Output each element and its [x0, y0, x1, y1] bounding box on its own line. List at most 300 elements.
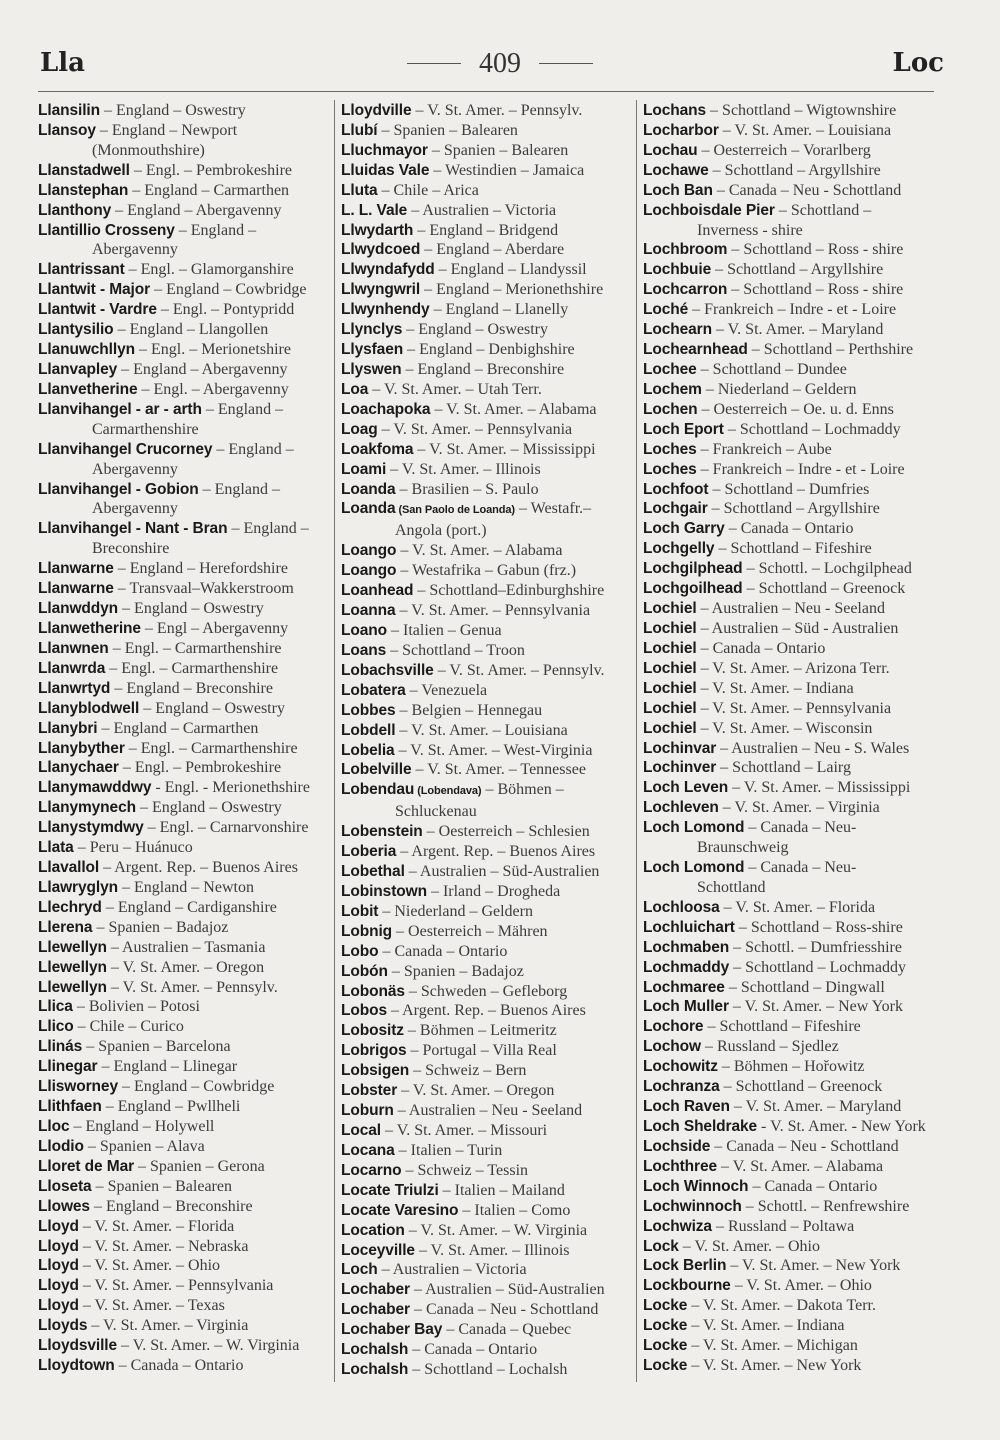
place-location: – England – — [212, 440, 294, 458]
place-location: – Australien – Victoria — [377, 1261, 527, 1279]
place-location: – Australien – Neu - Seeland — [393, 1102, 583, 1120]
place-name: Llantwit - Vardre — [38, 301, 157, 319]
place-name: Lobit — [341, 902, 379, 920]
place-location: – Australien – Süd - Australien — [696, 619, 899, 637]
place-location: - V. St. Amer. - New York — [757, 1118, 926, 1136]
place-name: Lloyd — [38, 1257, 79, 1275]
gazetteer-entry — [643, 340, 943, 360]
place-location: – England – — [201, 400, 284, 418]
gazetteer-entry — [341, 121, 641, 141]
gazetteer-entry — [341, 1260, 641, 1280]
place-name: Lochiel — [643, 659, 697, 677]
place-location: – Frankreich – Indre - et - Loire — [688, 301, 897, 319]
gazetteer-entry — [643, 619, 943, 639]
place-location: – Canada – Neu - Schottland — [712, 181, 902, 199]
place-name: Lluidas Vale — [341, 161, 430, 179]
place-location: – Schottland–Edinburghshire — [413, 582, 605, 600]
gazetteer-entry — [38, 1316, 338, 1336]
gazetteer-entry — [38, 559, 338, 579]
gazetteer-entry — [38, 380, 338, 400]
gazetteer-entry — [38, 519, 338, 559]
place-location: – Schottland – Dumfries — [708, 480, 870, 498]
place-location: – Schottland – Greenock — [719, 1078, 883, 1096]
header-divider — [38, 91, 934, 92]
gazetteer-entry — [341, 822, 641, 842]
gazetteer-column-1 — [38, 101, 338, 1376]
place-location: – V. St. Amer. – Nebraska — [78, 1237, 249, 1255]
place-name: Lobos — [341, 1002, 387, 1020]
gazetteer-entry — [643, 161, 943, 181]
place-location: – Irland – Drogheda — [426, 882, 561, 900]
place-name: Lobo — [341, 942, 379, 960]
place-name: Locke — [643, 1337, 688, 1355]
place-name: Locke — [643, 1317, 688, 1335]
place-location: – V. St. Amer. – Dakota Terr. — [687, 1297, 876, 1315]
gazetteer-entry — [38, 1197, 338, 1217]
place-location: – Engl. – Abergavenny — [137, 380, 289, 398]
place-location: – England – Cowbridge — [117, 1078, 275, 1096]
place-location: – V. St. Amer. – Arizona Terr. — [696, 659, 890, 677]
place-location: – V. St. Amer. – Virginia — [87, 1317, 249, 1335]
place-location: – Canada – Ontario — [378, 942, 508, 960]
gazetteer-entry — [643, 201, 943, 241]
place-name: Locke — [643, 1297, 688, 1315]
place-location: – Schottland – Dundee — [696, 360, 847, 378]
place-name: Loches — [643, 460, 697, 478]
place-location: – Canada – Neu- — [744, 819, 857, 837]
gazetteer-entry — [341, 320, 641, 340]
place-location: – Portugal – Villa Real — [406, 1042, 557, 1060]
place-location: – Schottland – Lairg — [716, 759, 851, 777]
page-header — [0, 0, 1000, 100]
place-name: Llica — [38, 998, 73, 1016]
place-location: – England – Breconshire — [110, 679, 273, 697]
place-alt-name: (San Paolo de Loanda) — [395, 504, 515, 517]
place-name: Llwyngwril — [341, 281, 421, 299]
place-location: – Oesterreich – Schlesien — [422, 823, 590, 841]
place-name: Lobinstown — [341, 882, 427, 900]
place-location: – Oesterreich – Oe. u. d. Enns — [697, 400, 894, 418]
gazetteer-entry — [643, 400, 943, 420]
place-location: – Engl. – Pembrokeshire — [129, 161, 293, 179]
place-location: – England – Bridgend — [413, 221, 559, 239]
place-name: Lloydville — [341, 102, 412, 119]
gazetteer-entry — [643, 758, 943, 778]
place-location: – Engl. – Carmarthenshire — [105, 659, 279, 677]
place-name: Lock — [643, 1237, 679, 1255]
place-name: Lobrigos — [341, 1042, 407, 1060]
gazetteer-entry — [341, 601, 641, 621]
gazetteer-entry — [643, 898, 943, 918]
place-location: – Schottland – Greenock — [742, 580, 906, 598]
gazetteer-entry — [643, 918, 943, 938]
place-name: Llanybyther — [38, 739, 125, 757]
gazetteer-entry — [341, 541, 641, 561]
place-location-continued: Schluckenau — [395, 803, 477, 821]
place-name: Llantrissant — [38, 261, 125, 279]
place-name: Lochaber — [341, 1301, 410, 1319]
place-location: – England – Abergavenny — [111, 201, 282, 219]
place-location: – England – Denbighshire — [403, 341, 575, 359]
place-name: Llewellyn — [38, 958, 107, 976]
place-name: Llanuwchllyn — [38, 341, 135, 359]
place-location: – Schottland – Ross - shire — [727, 281, 904, 299]
gazetteer-entry — [341, 201, 641, 221]
place-name: Llewellyn — [38, 978, 107, 996]
place-location: – England – — [198, 480, 280, 498]
place-location: – V. St. Amer. – Maryland — [711, 321, 884, 339]
place-name: Lochfoot — [643, 480, 709, 498]
place-name: Lochgoilhead — [643, 580, 743, 598]
gazetteer-entry — [341, 1121, 641, 1141]
gazetteer-entry — [643, 380, 943, 400]
place-name: Llwynhendy — [341, 301, 430, 319]
place-location: – V. St. Amer. – Oregon — [397, 1082, 555, 1100]
place-location: – Engl. – Glamorganshire — [124, 261, 294, 279]
gazetteer-entry — [38, 1077, 338, 1097]
place-name: Llanvihangel - Nant - Bran — [38, 520, 228, 538]
place-location: – England – Pwllheli — [101, 1098, 241, 1116]
header-rule-right — [539, 63, 593, 64]
place-location: – Argent. Rep. – Buenos Aires — [99, 859, 298, 877]
gazetteer-entry — [341, 221, 641, 241]
gazetteer-entry — [38, 1356, 338, 1376]
gazetteer-entry — [341, 340, 641, 360]
place-name: Llerena — [38, 918, 93, 936]
place-name: Locharbor — [643, 121, 719, 139]
gazetteer-entry — [341, 101, 641, 121]
place-location: – England – Herefordshire — [113, 560, 288, 578]
place-location: – Spanien – Balearen — [91, 1177, 232, 1195]
place-name: Lochalsh — [341, 1341, 409, 1359]
place-location: – Canada – Neu- — [744, 859, 857, 877]
place-name: Llanybri — [38, 719, 98, 737]
gazetteer-entry — [341, 360, 641, 380]
place-location: – Bolivien – Potosi — [72, 998, 200, 1016]
place-name: Loano — [341, 621, 387, 639]
gazetteer-entry — [341, 681, 641, 701]
gazetteer-entry — [38, 221, 338, 261]
place-name: Llithfaen — [38, 1098, 102, 1116]
place-name: Lochbroom — [643, 241, 728, 259]
gazetteer-entry — [341, 460, 641, 480]
place-location: – Schottland – Argyllshire — [711, 261, 884, 279]
place-name: Loch Sheldrake — [643, 1118, 758, 1136]
place-location: – V. St. Amer. – W. Virginia — [404, 1221, 588, 1239]
place-location: – Frankreich – Aube — [696, 440, 832, 458]
gazetteer-entry — [643, 360, 943, 380]
place-location: – Belgien – Hennegau — [395, 701, 543, 719]
place-location: – V. St. Amer. – Pennsylvania — [78, 1277, 274, 1295]
place-location: – V. St. Amer. – Pennsylv. — [106, 978, 278, 996]
place-name: Lochbuie — [643, 261, 712, 279]
gazetteer-entry — [341, 1300, 641, 1320]
place-name: Llynclys — [341, 321, 403, 339]
place-name: Loch — [341, 1261, 378, 1279]
place-name: Llanychaer — [38, 759, 119, 777]
gazetteer-entry — [38, 1117, 338, 1137]
gazetteer-entry — [38, 121, 338, 161]
gazetteer-entry — [643, 499, 943, 519]
place-name: Lobendau — [341, 781, 415, 799]
gazetteer-entry — [643, 440, 943, 460]
place-name: Lochawe — [643, 161, 709, 179]
place-name: Loa — [341, 380, 369, 398]
place-name: Llechryd — [38, 898, 102, 916]
place-location: – England – Oswestry — [99, 102, 246, 119]
place-location: – England – Llanelly — [429, 301, 569, 319]
place-name: Loch Eport — [643, 420, 724, 438]
place-name: Lochgelly — [643, 540, 715, 558]
gazetteer-entry — [341, 641, 641, 661]
gazetteer-column-2 — [341, 101, 641, 1380]
gazetteer-entry — [38, 1157, 338, 1177]
gazetteer-entry — [643, 579, 943, 599]
place-name: Llinás — [38, 1038, 83, 1056]
gazetteer-entry — [643, 978, 943, 998]
place-location: – V. St. Amer. – Utah Terr. — [368, 380, 542, 398]
gazetteer-entry — [38, 360, 338, 380]
place-name: Loch Lomond — [643, 819, 745, 837]
place-location: – V. St. Amer. – Indiana — [687, 1317, 845, 1335]
place-location: – England – Oswestry — [135, 799, 282, 817]
place-name: Loch Lomond — [643, 859, 745, 877]
gazetteer-entry — [341, 1241, 641, 1261]
gazetteer-entry — [341, 1161, 641, 1181]
gazetteer-entry — [38, 818, 338, 838]
place-location-continued: (Monmouthshire) — [92, 141, 205, 159]
place-name: Llanwnen — [38, 639, 109, 657]
place-location: – England – Merionethshire — [420, 281, 604, 299]
gazetteer-entry — [643, 778, 943, 798]
place-name: Llyswen — [341, 360, 402, 378]
gazetteer-entry — [643, 320, 943, 340]
gazetteer-entry — [643, 121, 943, 141]
place-name: Loberia — [341, 843, 397, 861]
place-location: – V. St. Amer. – Ohio — [730, 1277, 872, 1295]
gazetteer-entry — [38, 978, 338, 998]
place-location: – Engl. – Pontypridd — [156, 301, 295, 319]
place-location: – Engl. – Carmarthenshire — [108, 639, 282, 657]
place-location: – Oesterreich – Vorarlberg — [697, 141, 871, 159]
place-name: Llanymawddwy — [38, 779, 152, 797]
place-location: – England – — [227, 520, 309, 538]
place-location: – Canada – Quebec — [442, 1321, 572, 1339]
place-name: Lobsigen — [341, 1062, 410, 1080]
gazetteer-entry — [341, 1201, 641, 1221]
place-name: Llanstadwell — [38, 161, 130, 179]
gazetteer-entry — [38, 340, 338, 360]
place-name: Loceyville — [341, 1241, 415, 1259]
gazetteer-entry — [38, 1336, 338, 1356]
place-location: – V. St. Amer. – Pennsylvania — [377, 420, 573, 438]
place-location: – Schottland – Fifeshire — [714, 540, 872, 558]
gazetteer-entry — [341, 621, 641, 641]
place-location: – England – Aberdare — [420, 241, 565, 259]
gazetteer-entry — [341, 1280, 641, 1300]
gazetteer-entry — [38, 997, 338, 1017]
place-location: – Chile – Arica — [377, 181, 479, 199]
gazetteer-entry — [643, 858, 943, 898]
place-name: Lloyd — [38, 1237, 79, 1255]
place-name: Lochans — [643, 102, 707, 119]
place-location: – England – Oswestry — [402, 321, 548, 339]
place-location: – Schottland – Lochalsh — [408, 1361, 568, 1379]
gazetteer-entry — [341, 561, 641, 581]
place-name: Lochore — [643, 1018, 704, 1036]
place-name: Llico — [38, 1018, 74, 1036]
place-location: – V. St. Amer. – West-Virginia — [394, 741, 593, 759]
place-location: – Russland – Sjedlez — [700, 1038, 839, 1056]
place-location: – Schweiz – Tessin — [401, 1161, 529, 1179]
place-name: Lochow — [643, 1038, 701, 1056]
gazetteer-entry — [341, 440, 641, 460]
place-location: – Canada – Neu - Schottland — [409, 1301, 599, 1319]
gazetteer-entry — [341, 240, 641, 260]
place-location: – V. St. Amer. – Indiana — [696, 679, 854, 697]
gazetteer-entry — [643, 1217, 943, 1237]
gazetteer-entry — [341, 902, 641, 922]
place-location: – England – Carmarthen — [128, 181, 290, 199]
place-name: Loanhead — [341, 582, 414, 600]
place-location: – Westafr.– — [514, 500, 592, 518]
place-name: Llantillio Crosseny — [38, 221, 175, 239]
gazetteer-entry — [341, 161, 641, 181]
place-name: Lobatera — [341, 681, 406, 699]
place-location: – V. St. Amer. – Pennsylv. — [411, 102, 583, 119]
place-name: Loanna — [341, 602, 396, 620]
place-location: – Schottl. – Dumfriesshire — [729, 938, 902, 956]
place-name: Llavallol — [38, 859, 100, 877]
place-name: Lochluichart — [643, 918, 735, 936]
gazetteer-entry — [643, 1137, 943, 1157]
place-name: Loachapoka — [341, 400, 431, 418]
gazetteer-entry — [38, 400, 338, 440]
place-name: Loami — [341, 460, 387, 478]
place-location: – Peru – Huánuco — [73, 839, 193, 857]
place-name: Lochmaree — [643, 978, 725, 996]
place-name: Lochgilphead — [643, 560, 743, 578]
place-name: Lock Berlin — [643, 1257, 727, 1275]
place-name: Lochalsh — [341, 1361, 409, 1379]
place-location: – England – Llinegar — [97, 1058, 238, 1076]
gazetteer-entry — [38, 1137, 338, 1157]
gazetteer-entry — [643, 1117, 943, 1137]
gazetteer-entry — [643, 1017, 943, 1037]
gazetteer-entry — [38, 858, 338, 878]
place-name: Lobdell — [341, 721, 396, 739]
place-location: – V. St. Amer. – New York — [726, 1257, 901, 1275]
gazetteer-entry — [341, 260, 641, 280]
gazetteer-entry — [643, 1256, 943, 1276]
place-location: – Canada – Ontario — [114, 1357, 244, 1375]
place-name: Llanvetherine — [38, 380, 138, 398]
place-location: – V. St. Amer. – Mississippi — [728, 779, 911, 797]
place-location: – Spanien – Badajoz — [92, 918, 229, 936]
place-location: – V. St. Amer. – Illinois — [414, 1241, 570, 1259]
place-location: – England – Breconshire — [89, 1197, 253, 1215]
place-name: Lobositz — [341, 1022, 404, 1040]
place-location: – England – Llangollen — [113, 321, 269, 339]
place-name: Llodio — [38, 1137, 84, 1155]
place-name: Lochiel — [643, 679, 697, 697]
place-location: – Venezuela — [405, 681, 488, 699]
place-location: – Engl – Abergavenny — [140, 619, 289, 637]
gazetteer-entry — [341, 1181, 641, 1201]
place-location: – England – Breconshire — [401, 360, 565, 378]
place-name: Lobonäs — [341, 982, 405, 1000]
gazetteer-entry — [643, 480, 943, 500]
gazetteer-entry — [643, 559, 943, 579]
place-name: Llanvihangel - Gobion — [38, 480, 199, 498]
place-name: Lloret de Mar — [38, 1157, 135, 1175]
place-location: – V. St. Amer. – Michigan — [687, 1337, 858, 1355]
gazetteer-entry — [38, 659, 338, 679]
gazetteer-entry — [341, 1101, 641, 1121]
place-name: Llysfaen — [341, 341, 404, 359]
gazetteer-entry — [38, 918, 338, 938]
place-location: – Engl. – Carnarvonshire — [143, 819, 309, 837]
place-name: Loch Muller — [643, 998, 729, 1016]
gazetteer-entry — [341, 760, 641, 780]
place-location: – Italien – Mailand — [438, 1181, 565, 1199]
header-rule-left — [407, 63, 461, 64]
place-location: – England – Newport — [95, 121, 238, 139]
place-location: – Spanien – Badajoz — [387, 962, 524, 980]
place-name: Llantysilio — [38, 321, 114, 339]
place-location: – England – Cowbridge — [150, 281, 307, 299]
place-location: – Schottl. – Lochgilphead — [742, 560, 912, 578]
place-location: – Schottland – — [774, 201, 872, 219]
place-alt-name: (Lobendava) — [414, 785, 482, 798]
gazetteer-entry — [341, 280, 641, 300]
place-name: Loché — [643, 301, 689, 319]
gazetteer-entry — [341, 741, 641, 761]
gazetteer-entry — [341, 420, 641, 440]
place-name: Lochiel — [643, 600, 697, 618]
gazetteer-entry — [643, 639, 943, 659]
place-name: Lloyd — [38, 1277, 79, 1295]
place-name: Lobenstein — [341, 823, 423, 841]
place-name: Llubí — [341, 121, 378, 139]
place-location: – Schottland – Perthshire — [747, 341, 914, 359]
place-location: – Spanien – Alava — [83, 1137, 205, 1155]
gazetteer-entry — [38, 619, 338, 639]
place-name: Lochleven — [643, 799, 719, 817]
place-name: Loanda — [341, 480, 396, 498]
place-location: - Engl. - Merionethshire — [151, 779, 310, 797]
place-location: – Schottland – Dingwall — [724, 978, 885, 996]
gazetteer-entry — [643, 1177, 943, 1197]
place-location-continued: Carmarthenshire — [92, 420, 199, 438]
place-location: – Australien – Süd-Australien — [404, 863, 600, 881]
place-location-continued: Abergavenny — [92, 500, 178, 518]
gazetteer-entry — [643, 958, 943, 978]
place-location: – Canada – Neu - Schottland — [710, 1137, 899, 1155]
gazetteer-entry — [341, 1081, 641, 1101]
place-location-continued: Abergavenny — [92, 460, 178, 478]
place-name: Lochowitz — [643, 1058, 718, 1076]
place-location: – Engl. – Carmarthenshire — [124, 739, 298, 757]
gazetteer-entry — [38, 480, 338, 520]
place-location: – England – Cardiganshire — [101, 898, 277, 916]
gazetteer-entry — [38, 958, 338, 978]
gazetteer-entry — [38, 101, 338, 121]
place-name: Llansoy — [38, 121, 96, 139]
gazetteer-entry — [38, 599, 338, 619]
place-name: Lochwiza — [643, 1217, 712, 1235]
place-name: Lobachsville — [341, 661, 434, 679]
